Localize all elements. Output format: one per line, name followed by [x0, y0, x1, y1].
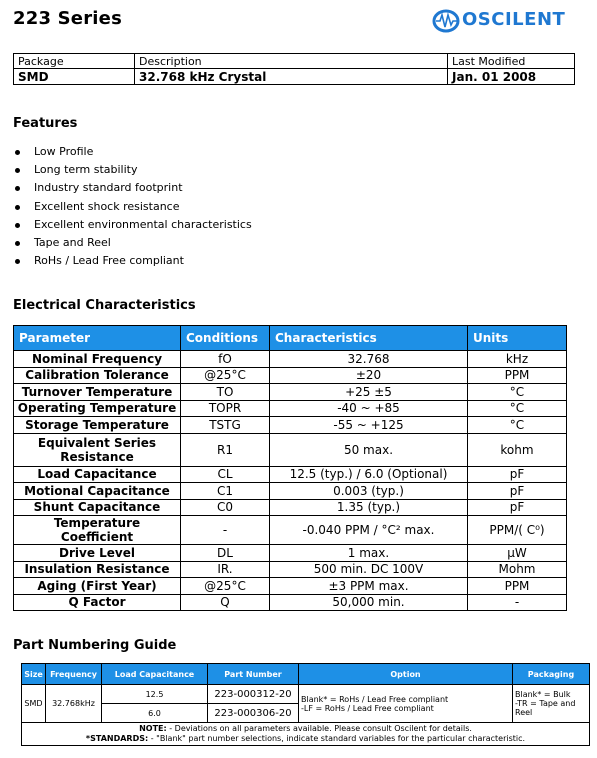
- col-header-characteristics: Characteristics: [270, 326, 468, 351]
- logo-text: OSCILENT: [462, 9, 566, 30]
- electrical-row: [14, 466, 567, 483]
- pn-note-line: [24, 724, 587, 734]
- param-name: Temperature Coefficient: [14, 516, 181, 545]
- pn-packaging: [513, 685, 590, 723]
- electrical-row: [14, 594, 567, 611]
- param-name: Drive Level: [14, 545, 181, 562]
- param-unit: pF: [468, 483, 567, 500]
- param-unit: °C: [468, 384, 567, 401]
- param-condition: fO: [181, 351, 270, 368]
- param-condition: TSTG: [181, 417, 270, 434]
- param-condition: C1: [181, 483, 270, 500]
- param-characteristic: 1.35 (typ.): [270, 499, 468, 516]
- part-numbering-heading: Part Numbering Guide: [13, 638, 177, 653]
- last-modified-value: Jan. 01 2008: [448, 69, 575, 85]
- feature-item: Long term stability: [13, 163, 252, 181]
- param-name: Turnover Temperature: [14, 384, 181, 401]
- param-unit: kohm: [468, 433, 567, 466]
- electrical-characteristics-table: [13, 325, 567, 611]
- pn-part-number: 223-000312-20: [208, 685, 299, 704]
- series-title: 223 Series: [13, 8, 122, 29]
- electrical-row: [14, 483, 567, 500]
- pn-option-line: -LF = RoHs / Lead Free compliant: [301, 703, 434, 713]
- param-condition: Q: [181, 594, 270, 611]
- part-numbering-table: [21, 663, 590, 746]
- param-condition: -: [181, 516, 270, 545]
- param-condition: C0: [181, 499, 270, 516]
- param-unit: PPM: [468, 367, 567, 384]
- param-unit: µW: [468, 545, 567, 562]
- param-characteristic: -55 ~ +125: [270, 417, 468, 434]
- param-condition: TO: [181, 384, 270, 401]
- param-condition: R1: [181, 433, 270, 466]
- pn-col-frequency: Frequency: [46, 664, 102, 685]
- param-characteristic: -40 ~ +85: [270, 400, 468, 417]
- param-name: Load Capacitance: [14, 466, 181, 483]
- description-value: 32.768 kHz Crystal: [135, 69, 448, 85]
- param-characteristic: ±20: [270, 367, 468, 384]
- electrical-row: [14, 545, 567, 562]
- param-unit: pF: [468, 499, 567, 516]
- feature-item: Excellent shock resistance: [13, 200, 252, 218]
- col-header-parameter: Parameter: [14, 326, 181, 351]
- description-label: Description: [135, 54, 448, 69]
- feature-item: Low Profile: [13, 145, 252, 163]
- oscilloscope-wave-icon: [432, 8, 462, 34]
- pn-notes: [22, 723, 590, 746]
- electrical-row: [14, 384, 567, 401]
- param-characteristic: 50 max.: [270, 433, 468, 466]
- param-characteristic: ±3 PPM max.: [270, 578, 468, 595]
- note-label: NOTE:: [139, 724, 167, 733]
- pn-option: [299, 685, 513, 723]
- electrical-table-body: [14, 351, 567, 611]
- param-characteristic: 12.5 (typ.) / 6.0 (Optional): [270, 466, 468, 483]
- param-name: Calibration Tolerance: [14, 367, 181, 384]
- feature-item: Tape and Reel: [13, 236, 252, 254]
- electrical-row: [14, 578, 567, 595]
- param-name: Q Factor: [14, 594, 181, 611]
- param-unit: kHz: [468, 351, 567, 368]
- electrical-row: [14, 433, 567, 466]
- note-text: - Deviations on all parameters available. Please consult Oscilent for details.: [166, 724, 472, 733]
- param-condition: CL: [181, 466, 270, 483]
- pn-col-option: Option: [299, 664, 513, 685]
- electrical-row: [14, 561, 567, 578]
- param-unit: pF: [468, 466, 567, 483]
- standards-text: - "Blank" part number selections, indicate standard variables for the particular characteristic.: [148, 734, 526, 743]
- param-name: Operating Temperature: [14, 400, 181, 417]
- pn-part-number: 223-000306-20: [208, 704, 299, 723]
- oscilent-logo: [432, 8, 580, 34]
- param-unit: °C: [468, 417, 567, 434]
- param-name: Insulation Resistance: [14, 561, 181, 578]
- pn-option-line: Blank* = RoHs / Lead Free compliant: [301, 694, 449, 704]
- param-condition: DL: [181, 545, 270, 562]
- param-characteristic: -0.040 PPM / °C² max.: [270, 516, 468, 545]
- pn-col-part-number: Part Number: [208, 664, 299, 685]
- param-condition: TOPR: [181, 400, 270, 417]
- features-list: [13, 145, 252, 272]
- param-name: Aging (First Year): [14, 578, 181, 595]
- col-header-conditions: Conditions: [181, 326, 270, 351]
- electrical-row: [14, 516, 567, 545]
- param-unit: -: [468, 594, 567, 611]
- param-characteristic: 0.003 (typ.): [270, 483, 468, 500]
- pn-col-packaging: Packaging: [513, 664, 590, 685]
- package-label: Package: [14, 54, 135, 69]
- pn-col-load-capacitance: Load Capacitance: [102, 664, 208, 685]
- electrical-row: [14, 367, 567, 384]
- param-characteristic: 1 max.: [270, 545, 468, 562]
- param-unit: °C: [468, 400, 567, 417]
- param-unit: PPM: [468, 578, 567, 595]
- feature-item: Excellent environmental characteristics: [13, 218, 252, 236]
- feature-item: RoHs / Lead Free compliant: [13, 254, 252, 272]
- feature-item: Industry standard footprint: [13, 181, 252, 199]
- electrical-heading: Electrical Characteristics: [13, 298, 196, 313]
- param-name: Motional Capacitance: [14, 483, 181, 500]
- param-name: Storage Temperature: [14, 417, 181, 434]
- param-characteristic: +25 ±5: [270, 384, 468, 401]
- pn-frequency: 32.768kHz: [46, 685, 102, 723]
- product-info-table: [13, 53, 575, 85]
- pn-load-capacitance: 6.0: [102, 704, 208, 723]
- electrical-row: [14, 499, 567, 516]
- param-name: Shunt Capacitance: [14, 499, 181, 516]
- param-name: Nominal Frequency: [14, 351, 181, 368]
- param-condition: @25°C: [181, 578, 270, 595]
- param-condition: IR.: [181, 561, 270, 578]
- param-characteristic: 500 min. DC 100V: [270, 561, 468, 578]
- param-unit: Mohm: [468, 561, 567, 578]
- pn-packaging-line: Blank* = Bulk: [515, 690, 571, 699]
- electrical-row: [14, 400, 567, 417]
- pn-col-size: Size: [22, 664, 46, 685]
- param-characteristic: 32.768: [270, 351, 468, 368]
- last-modified-label: Last Modified: [448, 54, 575, 69]
- param-name: Equivalent Series Resistance: [14, 433, 181, 466]
- pn-size: SMD: [22, 685, 46, 723]
- param-unit: PPM/( C⁰): [468, 516, 567, 545]
- package-value: SMD: [14, 69, 135, 85]
- features-heading: Features: [13, 116, 78, 131]
- electrical-row: [14, 417, 567, 434]
- col-header-units: Units: [468, 326, 567, 351]
- pn-packaging-line: -TR = Tape and Reel: [515, 699, 576, 717]
- pn-standards-line: [24, 734, 587, 744]
- standards-label: *STANDARDS:: [85, 734, 149, 743]
- param-condition: @25°C: [181, 367, 270, 384]
- param-characteristic: 50,000 min.: [270, 594, 468, 611]
- electrical-row: [14, 351, 567, 368]
- pn-load-capacitance: 12.5: [102, 685, 208, 704]
